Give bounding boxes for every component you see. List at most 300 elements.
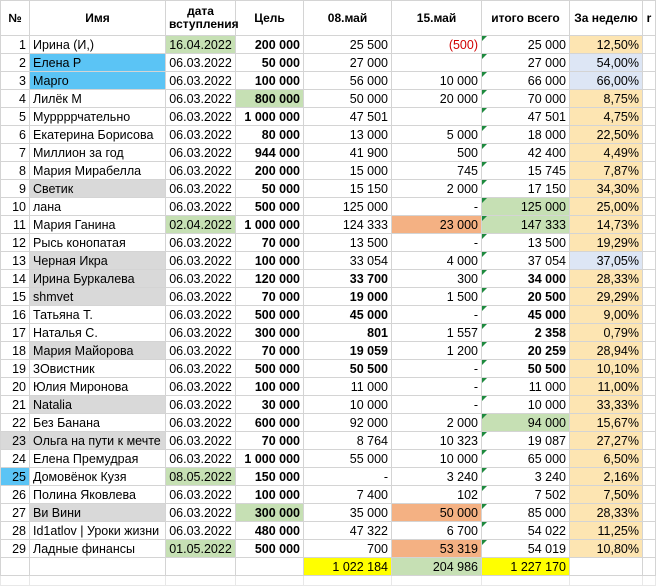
may15-cell[interactable]: 300: [392, 270, 482, 288]
table-row: [1, 144, 656, 162]
may08-cell[interactable]: 56 000: [304, 72, 392, 90]
may08-cell[interactable]: 19 059: [304, 342, 392, 360]
week-percent-cell[interactable]: 10,80%: [570, 540, 643, 558]
header-may08[interactable]: 08.май: [304, 1, 392, 36]
join-date-cell[interactable]: 06.03.2022: [166, 72, 236, 90]
totals-blank-cell[interactable]: [570, 558, 643, 576]
row-number-cell[interactable]: 16: [1, 306, 30, 324]
may15-cell[interactable]: 102: [392, 486, 482, 504]
extra-cell[interactable]: [643, 270, 656, 288]
join-date-cell[interactable]: 06.03.2022: [166, 486, 236, 504]
total-cell[interactable]: 25 000: [482, 36, 570, 54]
extra-cell[interactable]: [643, 504, 656, 522]
row-number-cell[interactable]: 13: [1, 252, 30, 270]
may08-cell[interactable]: 35 000: [304, 504, 392, 522]
row-number-cell[interactable]: 5: [1, 108, 30, 126]
may08-cell[interactable]: 13 000: [304, 126, 392, 144]
header-goal[interactable]: Цель: [236, 1, 304, 36]
row-number-cell[interactable]: 11: [1, 216, 30, 234]
may15-cell[interactable]: -: [392, 360, 482, 378]
row-number-cell[interactable]: 29: [1, 540, 30, 558]
goal-cell[interactable]: 300 000: [236, 324, 304, 342]
may15-cell[interactable]: -: [392, 234, 482, 252]
week-percent-cell[interactable]: 29,29%: [570, 288, 643, 306]
join-date-cell[interactable]: 06.03.2022: [166, 234, 236, 252]
may08-cell[interactable]: 801: [304, 324, 392, 342]
total-cell[interactable]: 85 000: [482, 504, 570, 522]
join-date-cell[interactable]: 06.03.2022: [166, 108, 236, 126]
total-cell[interactable]: 13 500: [482, 234, 570, 252]
name-cell[interactable]: Ладные финансы: [30, 540, 166, 558]
total-cell[interactable]: 94 000: [482, 414, 570, 432]
row-number-cell[interactable]: 23: [1, 432, 30, 450]
row-number-cell[interactable]: 2: [1, 54, 30, 72]
week-percent-cell[interactable]: 7,50%: [570, 486, 643, 504]
goal-cell[interactable]: 70 000: [236, 288, 304, 306]
may15-cell[interactable]: 10 323: [392, 432, 482, 450]
extra-cell[interactable]: [643, 432, 656, 450]
row-number-cell[interactable]: 14: [1, 270, 30, 288]
week-percent-cell[interactable]: 54,00%: [570, 54, 643, 72]
may15-cell[interactable]: 3 240: [392, 468, 482, 486]
may15-cell[interactable]: 53 319: [392, 540, 482, 558]
join-date-cell[interactable]: 06.03.2022: [166, 450, 236, 468]
row-number-cell[interactable]: 20: [1, 378, 30, 396]
totals-blank-cell[interactable]: [166, 558, 236, 576]
total-cell[interactable]: 45 000: [482, 306, 570, 324]
goal-cell[interactable]: 150 000: [236, 468, 304, 486]
total-cell[interactable]: 19 087: [482, 432, 570, 450]
goal-cell[interactable]: 30 000: [236, 396, 304, 414]
total-cell[interactable]: 18 000: [482, 126, 570, 144]
extra-cell[interactable]: [643, 126, 656, 144]
empty-cell[interactable]: [236, 576, 304, 586]
join-date-cell[interactable]: 06.03.2022: [166, 180, 236, 198]
goal-cell[interactable]: 120 000: [236, 270, 304, 288]
row-number-cell[interactable]: 4: [1, 90, 30, 108]
goal-cell[interactable]: 500 000: [236, 306, 304, 324]
week-percent-cell[interactable]: 14,73%: [570, 216, 643, 234]
extra-cell[interactable]: [643, 486, 656, 504]
totals-blank-cell[interactable]: [1, 558, 30, 576]
name-cell[interactable]: Мария Ганина: [30, 216, 166, 234]
extra-cell[interactable]: [643, 90, 656, 108]
row-number-cell[interactable]: 8: [1, 162, 30, 180]
header-join-date[interactable]: дата вступления: [166, 1, 236, 36]
total-cell[interactable]: 66 000: [482, 72, 570, 90]
week-percent-cell[interactable]: 28,33%: [570, 270, 643, 288]
total-cell[interactable]: 47 501: [482, 108, 570, 126]
name-cell[interactable]: Ви Вини: [30, 504, 166, 522]
join-date-cell[interactable]: 06.03.2022: [166, 432, 236, 450]
row-number-cell[interactable]: 27: [1, 504, 30, 522]
goal-cell[interactable]: 300 000: [236, 504, 304, 522]
name-cell[interactable]: Екатерина Борисова: [30, 126, 166, 144]
week-percent-cell[interactable]: 12,50%: [570, 36, 643, 54]
table-row: [1, 126, 656, 144]
empty-cell[interactable]: [166, 576, 236, 586]
week-percent-cell[interactable]: 37,05%: [570, 252, 643, 270]
join-date-cell[interactable]: 06.03.2022: [166, 252, 236, 270]
name-cell[interactable]: Елена Премудрая: [30, 450, 166, 468]
join-date-cell[interactable]: 06.03.2022: [166, 54, 236, 72]
extra-cell[interactable]: [643, 522, 656, 540]
may08-cell[interactable]: 33 054: [304, 252, 392, 270]
total-cell[interactable]: 125 000: [482, 198, 570, 216]
extra-cell[interactable]: [643, 252, 656, 270]
may08-cell[interactable]: 47 501: [304, 108, 392, 126]
name-cell[interactable]: Ирина (И,): [30, 36, 166, 54]
table-row: [1, 252, 656, 270]
may08-cell[interactable]: 15 150: [304, 180, 392, 198]
name-cell[interactable]: Полина Яковлева: [30, 486, 166, 504]
goal-cell[interactable]: 800 000: [236, 90, 304, 108]
week-percent-cell[interactable]: 8,75%: [570, 90, 643, 108]
may15-cell[interactable]: 2 000: [392, 414, 482, 432]
may08-cell[interactable]: 50 500: [304, 360, 392, 378]
may08-cell[interactable]: 125 000: [304, 198, 392, 216]
may15-cell[interactable]: 4 000: [392, 252, 482, 270]
table-row: [1, 540, 656, 558]
may08-cell[interactable]: 13 500: [304, 234, 392, 252]
total-cell[interactable]: 70 000: [482, 90, 570, 108]
extra-cell[interactable]: [643, 468, 656, 486]
empty-cell[interactable]: [570, 576, 643, 586]
may08-cell[interactable]: 50 000: [304, 90, 392, 108]
name-cell[interactable]: Елена Р: [30, 54, 166, 72]
week-percent-cell[interactable]: 2,16%: [570, 468, 643, 486]
row-number-cell[interactable]: 7: [1, 144, 30, 162]
may15-cell[interactable]: -: [392, 306, 482, 324]
extra-cell[interactable]: [643, 234, 656, 252]
table-row: [1, 450, 656, 468]
goal-cell[interactable]: 1 000 000: [236, 108, 304, 126]
may15-cell[interactable]: 5 000: [392, 126, 482, 144]
name-cell[interactable]: Юлия Миронова: [30, 378, 166, 396]
week-percent-cell[interactable]: 28,33%: [570, 504, 643, 522]
empty-cell[interactable]: [643, 576, 656, 586]
total-cell[interactable]: 15 745: [482, 162, 570, 180]
extra-cell[interactable]: [643, 540, 656, 558]
may08-cell[interactable]: 10 000: [304, 396, 392, 414]
total-cell[interactable]: 27 000: [482, 54, 570, 72]
may15-cell[interactable]: 2 000: [392, 180, 482, 198]
may15-cell[interactable]: 500: [392, 144, 482, 162]
totals-blank-cell[interactable]: [30, 558, 166, 576]
goal-cell[interactable]: 100 000: [236, 72, 304, 90]
name-cell[interactable]: Домовёнок Кузя: [30, 468, 166, 486]
join-date-cell[interactable]: 02.04.2022: [166, 216, 236, 234]
table-row: [1, 36, 656, 54]
join-date-cell[interactable]: 06.03.2022: [166, 90, 236, 108]
may08-cell[interactable]: 124 333: [304, 216, 392, 234]
extra-cell[interactable]: [643, 216, 656, 234]
may15-cell[interactable]: 1 557: [392, 324, 482, 342]
may08-cell[interactable]: 33 700: [304, 270, 392, 288]
goal-cell[interactable]: 480 000: [236, 522, 304, 540]
join-date-cell[interactable]: 06.03.2022: [166, 288, 236, 306]
week-percent-cell[interactable]: 9,00%: [570, 306, 643, 324]
join-date-cell[interactable]: 06.03.2022: [166, 522, 236, 540]
may08-cell[interactable]: 45 000: [304, 306, 392, 324]
totals-blank-cell[interactable]: [643, 558, 656, 576]
total-cell[interactable]: 42 400: [482, 144, 570, 162]
week-percent-cell[interactable]: 28,94%: [570, 342, 643, 360]
totals-blank-cell[interactable]: [236, 558, 304, 576]
row-number-cell[interactable]: 18: [1, 342, 30, 360]
join-date-cell[interactable]: 01.05.2022: [166, 540, 236, 558]
goal-cell[interactable]: 50 000: [236, 180, 304, 198]
name-cell[interactable]: Мария Мирабелла: [30, 162, 166, 180]
extra-cell[interactable]: [643, 54, 656, 72]
join-date-cell[interactable]: 06.03.2022: [166, 270, 236, 288]
week-percent-cell[interactable]: 34,30%: [570, 180, 643, 198]
may08-cell[interactable]: 11 000: [304, 378, 392, 396]
name-cell[interactable]: Миллион за год: [30, 144, 166, 162]
week-percent-cell[interactable]: 4,75%: [570, 108, 643, 126]
week-percent-cell[interactable]: 4,49%: [570, 144, 643, 162]
header-row: [1, 1, 656, 36]
total-cell[interactable]: 147 333: [482, 216, 570, 234]
week-percent-cell[interactable]: 11,25%: [570, 522, 643, 540]
week-percent-cell[interactable]: 66,00%: [570, 72, 643, 90]
goal-cell[interactable]: 80 000: [236, 126, 304, 144]
header-name[interactable]: Имя: [30, 1, 166, 36]
row-number-cell[interactable]: 15: [1, 288, 30, 306]
total-cell[interactable]: 34 000: [482, 270, 570, 288]
name-cell[interactable]: Natalia: [30, 396, 166, 414]
total-all-cell[interactable]: 1 227 170: [482, 558, 570, 576]
week-percent-cell[interactable]: 10,10%: [570, 360, 643, 378]
header-may15[interactable]: 15.май: [392, 1, 482, 36]
row-number-cell[interactable]: 21: [1, 396, 30, 414]
name-cell[interactable]: Черная Икра: [30, 252, 166, 270]
row-number-cell[interactable]: 25: [1, 468, 30, 486]
row-number-cell[interactable]: 28: [1, 522, 30, 540]
total-cell[interactable]: 10 000: [482, 396, 570, 414]
week-percent-cell[interactable]: 6,50%: [570, 450, 643, 468]
may08-cell[interactable]: 92 000: [304, 414, 392, 432]
may15-cell[interactable]: 50 000: [392, 504, 482, 522]
extra-cell[interactable]: [643, 180, 656, 198]
row-number-cell[interactable]: 3: [1, 72, 30, 90]
extra-cell[interactable]: [643, 306, 656, 324]
may08-cell[interactable]: 19 000: [304, 288, 392, 306]
name-cell[interactable]: Татьяна Т.: [30, 306, 166, 324]
extra-cell[interactable]: [643, 378, 656, 396]
name-cell[interactable]: Муррррчательно: [30, 108, 166, 126]
join-date-cell[interactable]: 06.03.2022: [166, 306, 236, 324]
goal-cell[interactable]: 70 000: [236, 342, 304, 360]
total-cell[interactable]: 2 358: [482, 324, 570, 342]
join-date-cell[interactable]: 06.03.2022: [166, 198, 236, 216]
name-cell[interactable]: Марго: [30, 72, 166, 90]
extra-cell[interactable]: [643, 36, 656, 54]
row-number-cell[interactable]: 1: [1, 36, 30, 54]
extra-cell[interactable]: [643, 72, 656, 90]
name-cell[interactable]: Без Банана: [30, 414, 166, 432]
goal-cell[interactable]: 200 000: [236, 162, 304, 180]
join-date-cell[interactable]: 06.03.2022: [166, 342, 236, 360]
join-date-cell[interactable]: 08.05.2022: [166, 468, 236, 486]
name-cell[interactable]: Ольга на пути к мечте: [30, 432, 166, 450]
empty-cell[interactable]: [30, 576, 166, 586]
join-date-cell[interactable]: 06.03.2022: [166, 396, 236, 414]
table-body: [1, 36, 656, 558]
goal-cell[interactable]: 1 000 000: [236, 216, 304, 234]
total-may15-cell[interactable]: 204 986: [392, 558, 482, 576]
name-cell[interactable]: лана: [30, 198, 166, 216]
name-cell[interactable]: Наталья С.: [30, 324, 166, 342]
row-number-cell[interactable]: 26: [1, 486, 30, 504]
extra-cell[interactable]: [643, 450, 656, 468]
goal-cell[interactable]: 50 000: [236, 54, 304, 72]
week-percent-cell[interactable]: 22,50%: [570, 126, 643, 144]
may08-cell[interactable]: 15 000: [304, 162, 392, 180]
total-cell[interactable]: 50 500: [482, 360, 570, 378]
header-week[interactable]: За неделю: [570, 1, 643, 36]
extra-cell[interactable]: [643, 324, 656, 342]
row-number-cell[interactable]: 24: [1, 450, 30, 468]
week-percent-cell[interactable]: 19,29%: [570, 234, 643, 252]
goal-cell[interactable]: 500 000: [236, 198, 304, 216]
week-percent-cell[interactable]: 27,27%: [570, 432, 643, 450]
row-number-cell[interactable]: 12: [1, 234, 30, 252]
header-extra[interactable]: r: [643, 1, 656, 36]
may08-cell[interactable]: 25 500: [304, 36, 392, 54]
may15-cell[interactable]: 20 000: [392, 90, 482, 108]
may08-cell[interactable]: 55 000: [304, 450, 392, 468]
week-percent-cell[interactable]: 15,67%: [570, 414, 643, 432]
may15-cell[interactable]: -: [392, 378, 482, 396]
join-date-cell[interactable]: 06.03.2022: [166, 324, 236, 342]
may08-cell[interactable]: 27 000: [304, 54, 392, 72]
join-date-cell[interactable]: 06.03.2022: [166, 504, 236, 522]
name-cell[interactable]: Ирина Буркалева: [30, 270, 166, 288]
extra-cell[interactable]: [643, 288, 656, 306]
empty-cell[interactable]: [392, 576, 482, 586]
row-number-cell[interactable]: 22: [1, 414, 30, 432]
total-cell[interactable]: 37 054: [482, 252, 570, 270]
row-number-cell[interactable]: 9: [1, 180, 30, 198]
table-row: [1, 378, 656, 396]
table-row: [1, 342, 656, 360]
total-may08-cell[interactable]: 1 022 184: [304, 558, 392, 576]
goal-cell[interactable]: 1 000 000: [236, 450, 304, 468]
row-number-cell[interactable]: 19: [1, 360, 30, 378]
goal-cell[interactable]: 600 000: [236, 414, 304, 432]
join-date-cell[interactable]: 06.03.2022: [166, 378, 236, 396]
may15-cell[interactable]: [392, 54, 482, 72]
row-number-cell[interactable]: 10: [1, 198, 30, 216]
total-cell[interactable]: 20 500: [482, 288, 570, 306]
may15-cell[interactable]: 1 500: [392, 288, 482, 306]
name-cell[interactable]: 3Овистник: [30, 360, 166, 378]
extra-cell[interactable]: [643, 162, 656, 180]
total-cell[interactable]: 65 000: [482, 450, 570, 468]
extra-cell[interactable]: [643, 360, 656, 378]
extra-cell[interactable]: [643, 396, 656, 414]
goal-cell[interactable]: 200 000: [236, 36, 304, 54]
extra-cell[interactable]: [643, 108, 656, 126]
total-cell[interactable]: 3 240: [482, 468, 570, 486]
goal-cell[interactable]: 100 000: [236, 378, 304, 396]
week-percent-cell[interactable]: 7,87%: [570, 162, 643, 180]
join-date-cell[interactable]: 06.03.2022: [166, 144, 236, 162]
name-cell[interactable]: shmvet: [30, 288, 166, 306]
join-date-cell[interactable]: 16.04.2022: [166, 36, 236, 54]
extra-cell[interactable]: [643, 198, 656, 216]
name-cell[interactable]: Светик: [30, 180, 166, 198]
total-cell[interactable]: 54 022: [482, 522, 570, 540]
extra-cell[interactable]: [643, 414, 656, 432]
goal-cell[interactable]: 70 000: [236, 432, 304, 450]
total-cell[interactable]: 54 019: [482, 540, 570, 558]
may08-cell[interactable]: -: [304, 468, 392, 486]
may15-cell[interactable]: 23 000: [392, 216, 482, 234]
week-percent-cell[interactable]: 0,79%: [570, 324, 643, 342]
join-date-cell[interactable]: 06.03.2022: [166, 126, 236, 144]
may08-cell[interactable]: 8 764: [304, 432, 392, 450]
empty-cell[interactable]: [1, 576, 30, 586]
row-number-cell[interactable]: 6: [1, 126, 30, 144]
join-date-cell[interactable]: 06.03.2022: [166, 414, 236, 432]
week-percent-cell[interactable]: 33,33%: [570, 396, 643, 414]
may15-cell[interactable]: 6 700: [392, 522, 482, 540]
join-date-cell[interactable]: 06.03.2022: [166, 360, 236, 378]
goal-cell[interactable]: 500 000: [236, 360, 304, 378]
join-date-cell[interactable]: 06.03.2022: [166, 162, 236, 180]
goal-cell[interactable]: 500 000: [236, 540, 304, 558]
goal-cell[interactable]: 70 000: [236, 234, 304, 252]
may15-cell[interactable]: 10 000: [392, 450, 482, 468]
may15-cell[interactable]: 10 000: [392, 72, 482, 90]
goal-cell[interactable]: 100 000: [236, 486, 304, 504]
total-cell[interactable]: 11 000: [482, 378, 570, 396]
may08-cell[interactable]: 47 322: [304, 522, 392, 540]
week-percent-cell[interactable]: 11,00%: [570, 378, 643, 396]
extra-cell[interactable]: [643, 144, 656, 162]
name-cell[interactable]: Мария Майорова: [30, 342, 166, 360]
may08-cell[interactable]: 7 400: [304, 486, 392, 504]
table-row: [1, 360, 656, 378]
row-number-cell[interactable]: 17: [1, 324, 30, 342]
goal-cell[interactable]: 944 000: [236, 144, 304, 162]
total-cell[interactable]: 20 259: [482, 342, 570, 360]
may15-cell[interactable]: 1 200: [392, 342, 482, 360]
may15-cell[interactable]: (500): [392, 36, 482, 54]
may15-cell[interactable]: 745: [392, 162, 482, 180]
extra-cell[interactable]: [643, 342, 656, 360]
name-cell[interactable]: Лилёк М: [30, 90, 166, 108]
total-cell[interactable]: 7 502: [482, 486, 570, 504]
may08-cell[interactable]: 41 900: [304, 144, 392, 162]
name-cell[interactable]: Id1atlov | Уроки жизни: [30, 522, 166, 540]
may15-cell[interactable]: -: [392, 396, 482, 414]
total-cell[interactable]: 17 150: [482, 180, 570, 198]
empty-cell[interactable]: [482, 576, 570, 586]
empty-cell[interactable]: [304, 576, 392, 586]
may15-cell[interactable]: -: [392, 198, 482, 216]
name-cell[interactable]: Рысь конопатая: [30, 234, 166, 252]
goal-cell[interactable]: 100 000: [236, 252, 304, 270]
may15-cell[interactable]: [392, 108, 482, 126]
header-number[interactable]: №: [1, 1, 30, 36]
may08-cell[interactable]: 700: [304, 540, 392, 558]
table-row: [1, 468, 656, 486]
header-total[interactable]: итого всего: [482, 1, 570, 36]
week-percent-cell[interactable]: 25,00%: [570, 198, 643, 216]
